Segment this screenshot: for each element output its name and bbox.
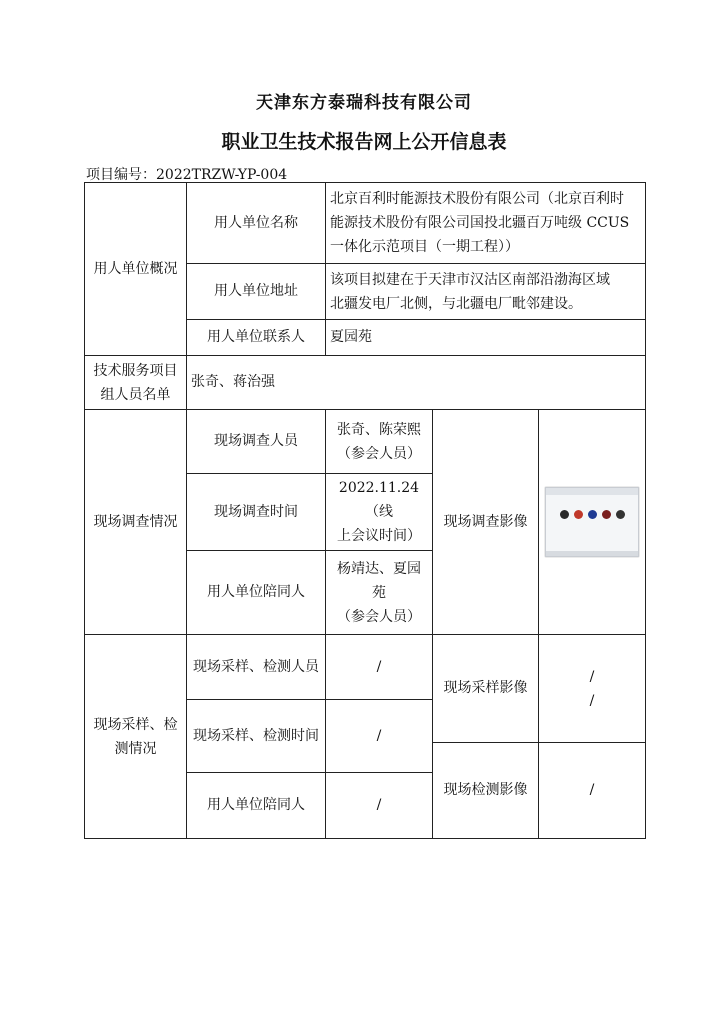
employer-address-value: 该项目拟建在于天津市汉沽区南部沿渤海区域 北疆发电厂北侧，与北疆电厂毗邻建设。 <box>326 264 646 320</box>
survey-image-label: 现场调查影像 <box>433 410 539 635</box>
survey-time-value: 2022.11.24（线 上会议时间） <box>326 474 433 551</box>
survey-personnel-label: 现场调查人员 <box>187 410 326 474</box>
document-title: 职业卫生技术报告网上公开信息表 <box>221 131 507 153</box>
sampling-companion-value: / <box>326 773 433 839</box>
survey-section-label: 现场调查情况 <box>85 410 187 635</box>
company-name: 天津东方泰瑞科技有限公司 <box>256 93 472 113</box>
survey-companion-value: 杨靖达、夏园 苑 （参会人员） <box>326 551 433 635</box>
survey-time-label: 现场调查时间 <box>187 474 326 551</box>
sampling-time-label: 现场采样、检测时间 <box>187 700 326 773</box>
survey-image-cell <box>539 410 646 635</box>
survey-personnel-value: 张奇、陈荣熙 （参会人员） <box>326 410 433 474</box>
survey-companion-label: 用人单位陪同人 <box>187 551 326 635</box>
sampling-section-label: 现场采样、检 测情况 <box>85 635 187 839</box>
team-label: 技术服务项目 组人员名单 <box>85 356 187 410</box>
employer-section-label: 用人单位概况 <box>85 183 187 356</box>
employer-name-label: 用人单位名称 <box>187 183 326 264</box>
detection-image-value: / <box>539 743 646 839</box>
detection-image-label: 现场检测影像 <box>433 743 539 839</box>
sampling-image-value: / / <box>539 635 646 743</box>
meeting-participant-icons <box>560 510 626 522</box>
info-table <box>84 182 646 839</box>
sampling-personnel-label: 现场采样、检测人员 <box>187 635 326 700</box>
employer-address-label: 用人单位地址 <box>187 264 326 320</box>
project-number: 项目编号：2022TRZW-YP-004 <box>86 167 288 183</box>
employer-contact-value: 夏园苑 <box>326 320 646 356</box>
sampling-time-value: / <box>326 700 433 773</box>
sampling-image-label: 现场采样影像 <box>433 635 539 743</box>
sampling-personnel-value: / <box>326 635 433 700</box>
team-members: 张奇、蒋治强 <box>187 356 646 410</box>
employer-contact-label: 用人单位联系人 <box>187 320 326 356</box>
sampling-companion-label: 用人单位陪同人 <box>187 773 326 839</box>
survey-photo <box>545 487 639 557</box>
employer-name-value: 北京百利时能源技术股份有限公司（北京百利时 能源技术股份有限公司国投北疆百万吨级 CCUS 一体化示范项目（一期工程）） <box>326 183 646 264</box>
